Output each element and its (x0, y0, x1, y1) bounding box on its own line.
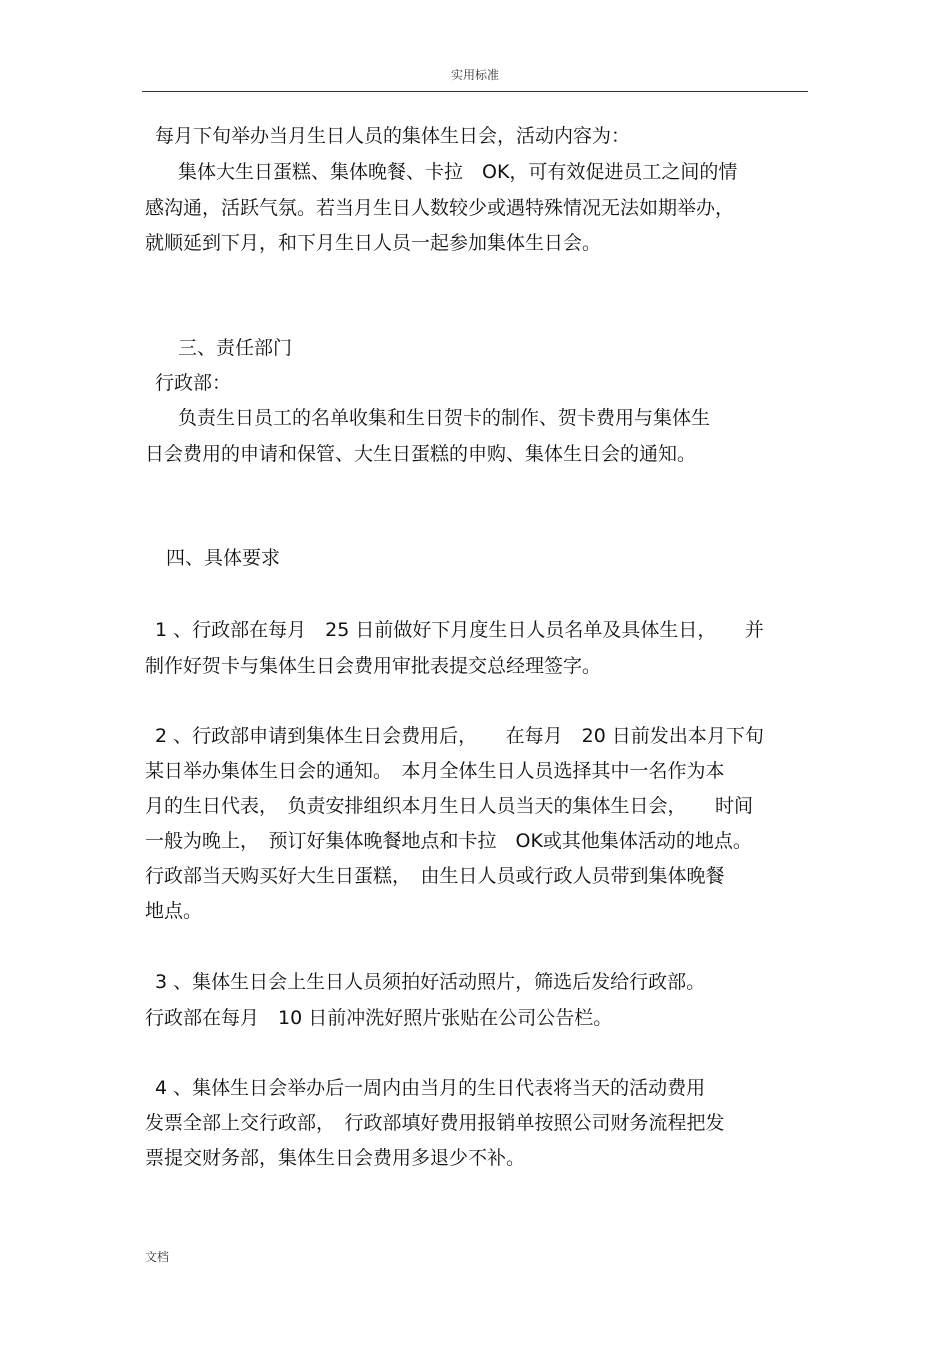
paragraph-line: 就顺延到下月，和下月生日人员一起参加集体生日会。 (145, 232, 602, 254)
page-footer: 文档 (145, 1250, 170, 1264)
paragraph-line: 4 、集体生日会举办后一周内由当月的生日代表将当天的活动费用 (155, 1077, 706, 1099)
page-header: 实用标准 (450, 68, 499, 82)
paragraph-line: 一般为晚上， 预订好集体晚餐地点和卡拉 OK或其他集体活动的地点。 (145, 830, 752, 852)
paragraph-line: 行政部： (155, 372, 232, 394)
paragraph-line: 行政部在每月 10 日前冲洗好照片张贴在公司公告栏。 (145, 1007, 613, 1029)
paragraph-line: 日会费用的申请和保管、大生日蛋糕的申购、集体生日会的通知。 (145, 443, 697, 465)
paragraph-line: 感沟通，活跃气氛。若当月生日人数较少或遇特殊情况无法如期举办， (145, 197, 735, 219)
section-heading: 三、责任部门 (178, 337, 293, 359)
paragraph-line: 地点。 (145, 900, 203, 922)
paragraph-line: 2 、行政部申请到集体生日会费用后， 在每月 20 日前发出本月下旬 (155, 725, 764, 747)
paragraph-line: 行政部当天购买好大生日蛋糕， 由生日人员或行政人员带到集体晚餐 (145, 865, 725, 887)
paragraph-line: 制作好贺卡与集体生日会费用审批表提交总经理签字。 (145, 655, 602, 677)
paragraph-line: 1 、行政部在每月 25 日前做好下月度生日人员名单及具体生日， 并 (155, 619, 764, 641)
section-heading: 四、具体要求 (166, 547, 281, 569)
header-rule (142, 91, 808, 92)
paragraph-line: 票提交财务部，集体生日会费用多退少不补。 (145, 1147, 526, 1169)
paragraph-line: 月的生日代表， 负责安排组织本月生日人员当天的集体生日会， 时间 (145, 795, 754, 817)
paragraph-line: 每月下旬举办当月生日人员的集体生日会，活动内容为： (155, 125, 631, 147)
paragraph-line: 集体大生日蛋糕、集体晚餐、卡拉 OK，可有效促进员工之间的情 (178, 161, 738, 183)
paragraph-line: 发票全部上交行政部， 行政部填好费用报销单按照公司财务流程把发 (145, 1112, 725, 1134)
paragraph-line: 3 、集体生日会上生日人员须拍好活动照片，筛选后发给行政部。 (155, 971, 706, 993)
paragraph-line: 某日举办集体生日会的通知。 本月全体生日人员选择其中一名作为本 (145, 760, 725, 782)
paragraph-line: 负责生日员工的名单收集和生日贺卡的制作、贺卡费用与集体生 (178, 407, 711, 429)
